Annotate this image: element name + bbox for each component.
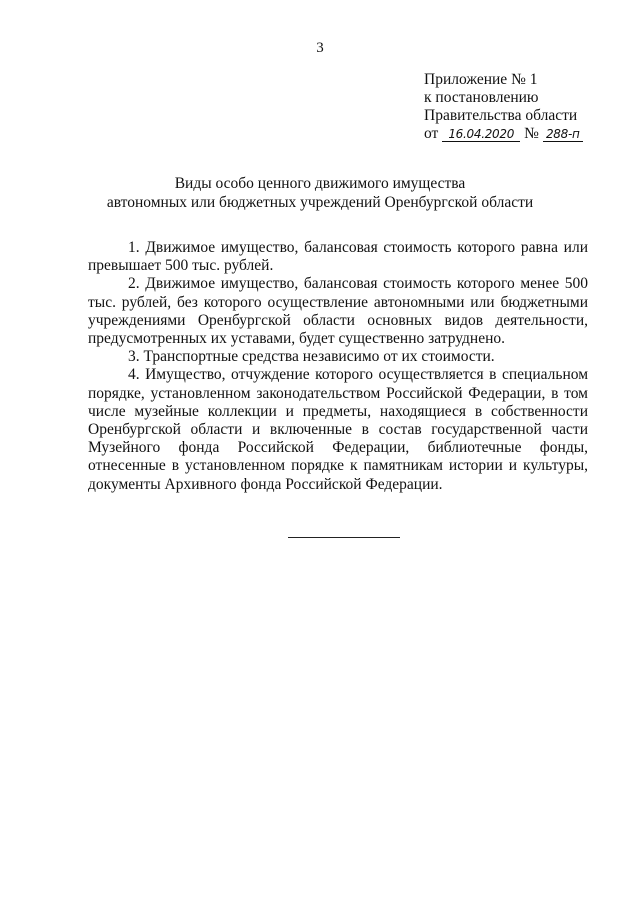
- end-separator-line: [288, 537, 400, 538]
- handwritten-date: 16.04.2020: [442, 127, 520, 142]
- document-body: [88, 239, 588, 494]
- appendix-header: [424, 71, 624, 143]
- document-title: [60, 174, 580, 212]
- list-item: 4. Имущество, отчуждение которого осуществляется в специальном порядке, установленном законодательством Российской Федерации, в том числе музейные коллекции и предметы, находящиеся в собственности Оренбургской области и включенные в состав государственной части Музейного фонда Российской Федерации, библиотечные фонды, отнесенные в установленном порядке к памятникам истории и культуры, документы Архивного фонда Российской Федерации.: [88, 366, 588, 493]
- list-item: 2. Движимое имущество, балансовая стоимость которого менее 500 тыс. рублей, без которого осуществление автономными или бюджетными учреждениями Оренбургской области основных видов деятельности, предусмотренных их уставами, будет существенно затруднено.: [88, 275, 588, 348]
- list-item: 3. Транспортные средства независимо от их стоимости.: [128, 348, 495, 366]
- from-label: от: [424, 125, 439, 142]
- title-line-2: автономных или бюджетных учреждений Оренбургской области: [106, 194, 534, 211]
- number-label: №: [524, 125, 539, 142]
- title-line-1: Виды особо ценного движимого имущества: [174, 175, 466, 192]
- list-item: 1. Движимое имущество, балансовая стоимость которого равна или превышает 500 тыс. рублей.: [88, 239, 588, 275]
- page-number: 3: [316, 40, 324, 56]
- appendix-date-number-row: [424, 125, 624, 143]
- appendix-line-1: Приложение № 1: [424, 71, 538, 88]
- appendix-line-2: к постановлению: [424, 89, 539, 106]
- appendix-line-3: Правительства области: [424, 107, 578, 124]
- handwritten-number: 288-п: [543, 127, 583, 142]
